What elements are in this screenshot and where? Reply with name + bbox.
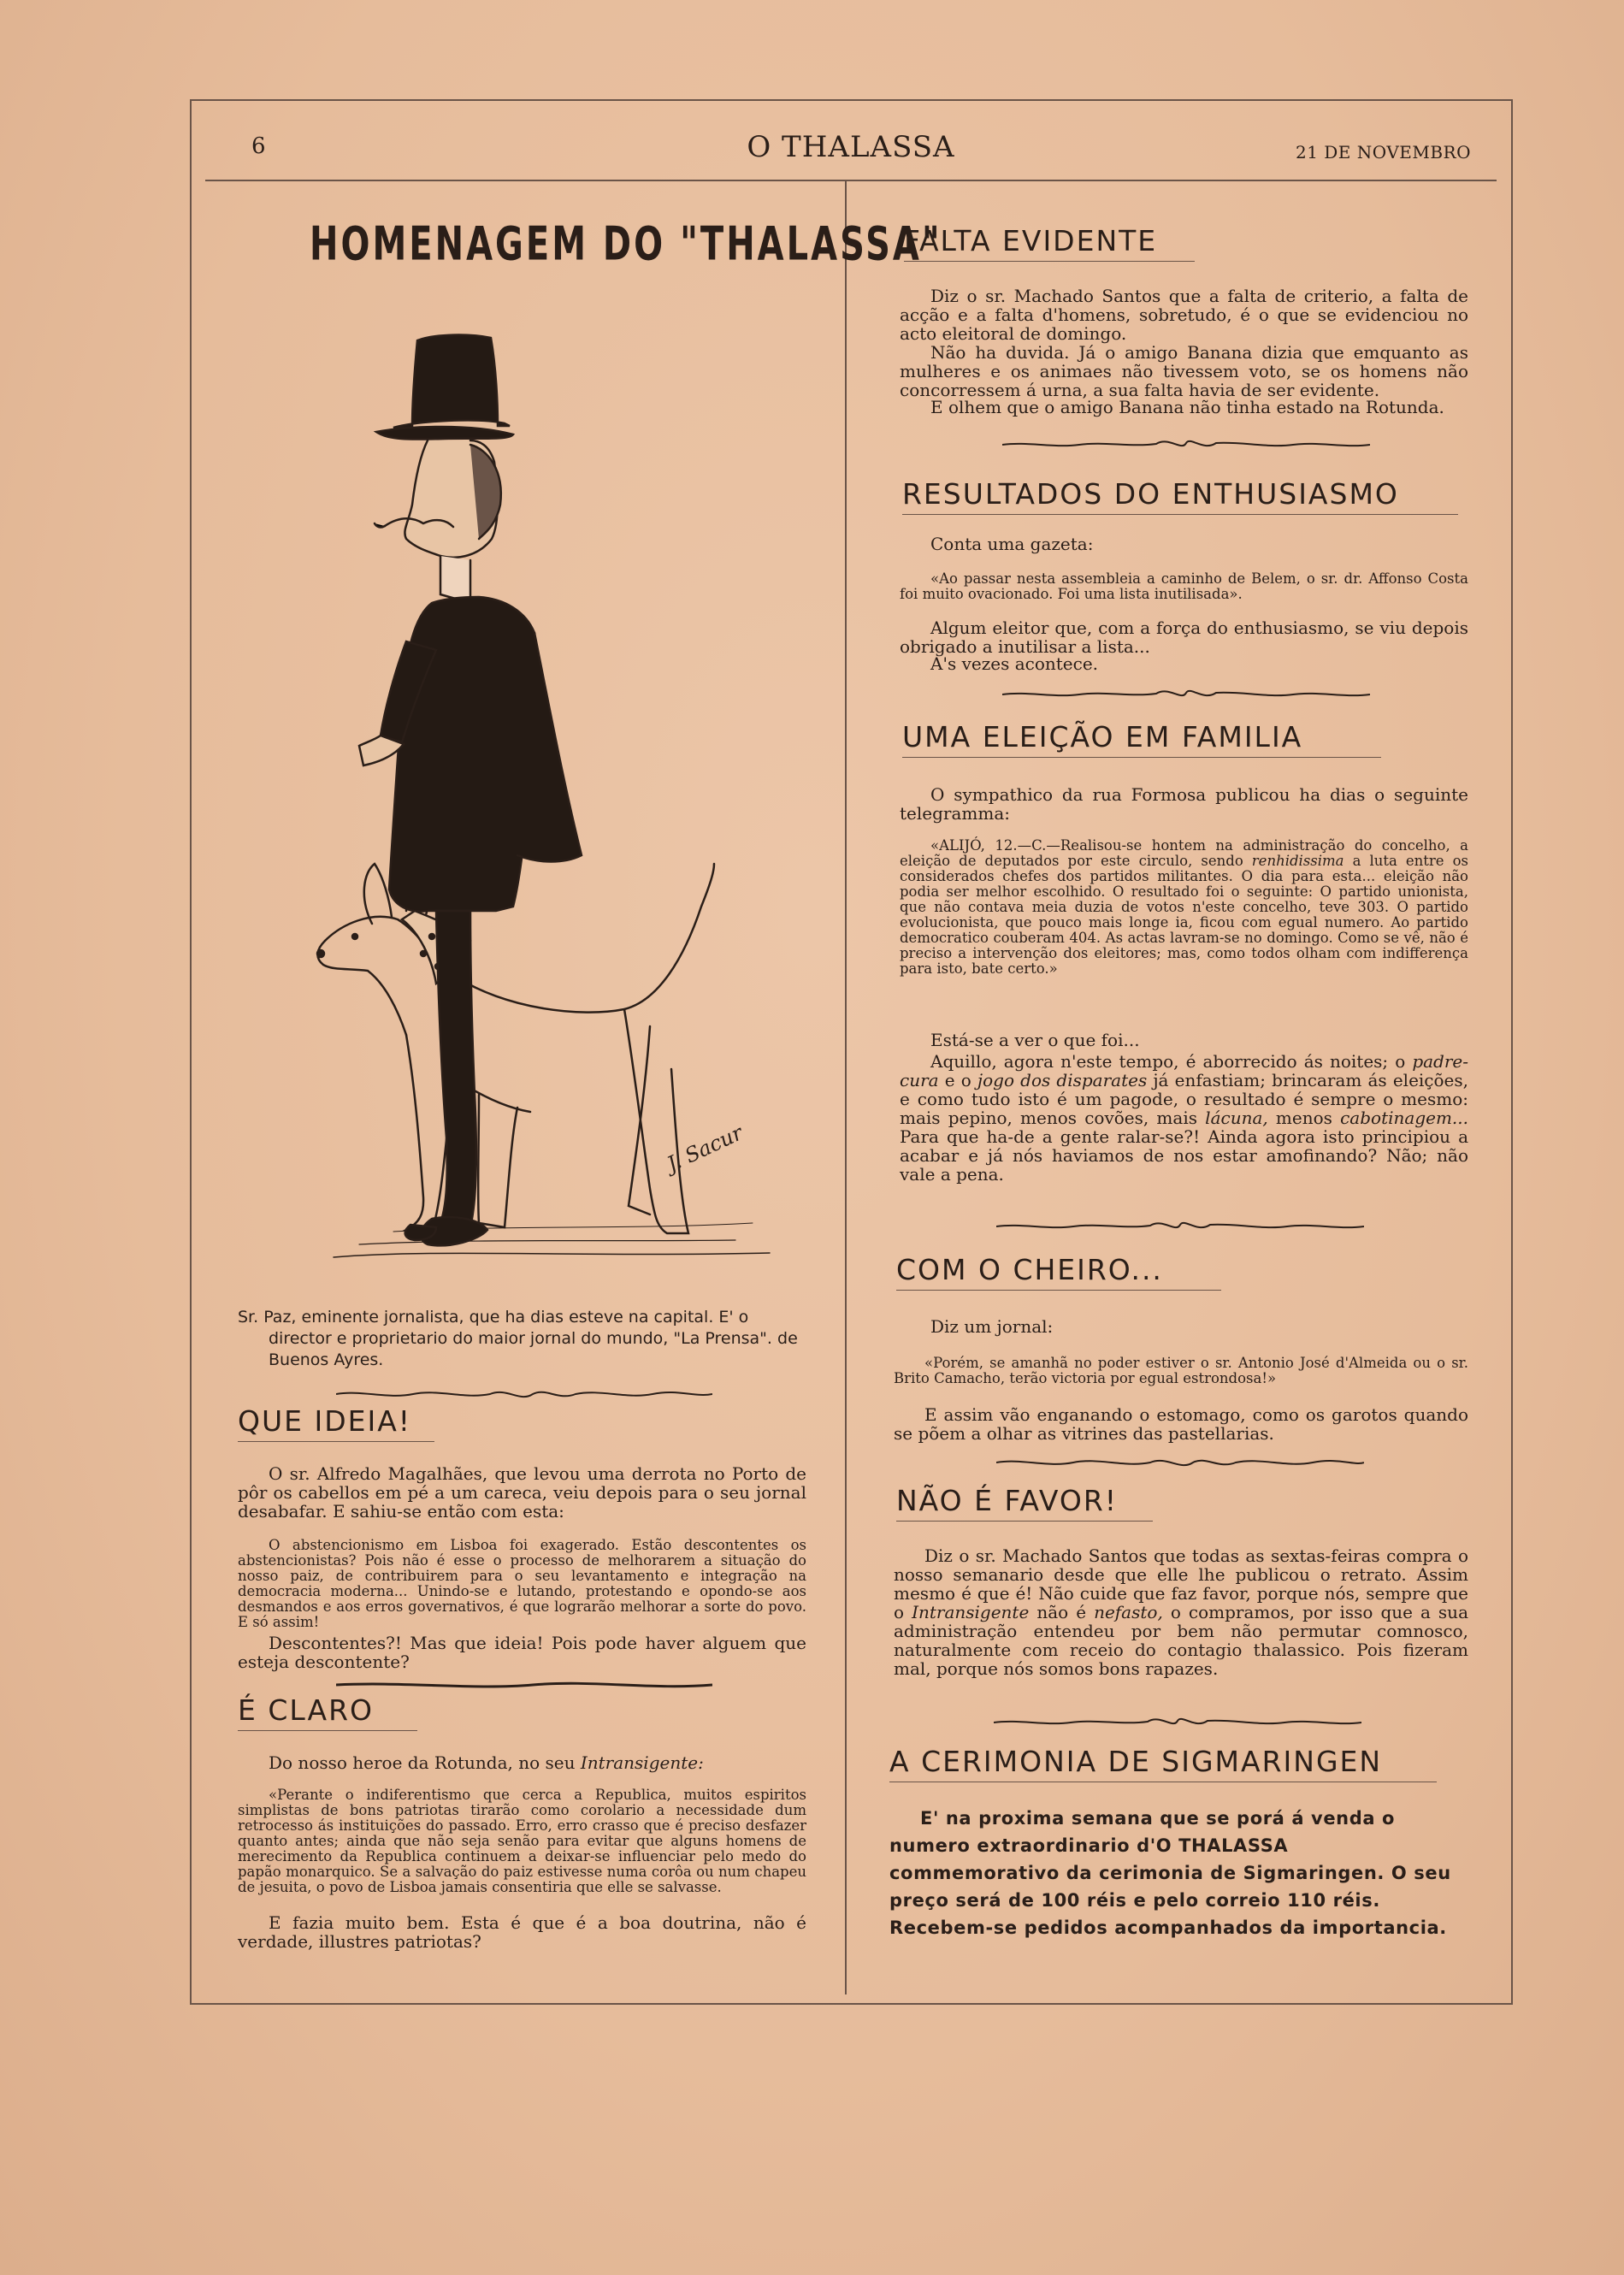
que-ideia-p1-text: O sr. Alfredo Magalhães, que levou uma derrota no Porto de pôr os cabellos em pé a um careca, veiu depois para o seu jornal desabafar. E sahiu-se então com esta: xyxy=(238,1463,806,1522)
homenagem-title: HOMENAGEM DO "THALASSA" xyxy=(310,218,942,272)
e-claro-paragraph-1 xyxy=(238,1753,806,1772)
eleicao-quote-text-c: a luta entre os considerados chefes dos partidos militantes. O dia para esta... eleição não podia ser melhor escolhido. O resultado foi o seguinte: O partido unionista, que não contava meia duzia de votos n'este concelho, teve 303. O partido evolucionista, que pouco mais longe ia, ficou com egual numero. Ao partido democratico couberam 404. As actas lavram-se no domingo. Como se vê, não é preciso a intervenção dos eleitores; mas, como todos olham com indifferença para isto, bate certo.» xyxy=(900,853,1468,977)
resultados-quote xyxy=(900,571,1468,602)
que-ideia-paragraph-1 xyxy=(238,1464,806,1521)
resultados-paragraph-3 xyxy=(900,654,1468,673)
eleicao-p3-text-a: Aquillo, agora n'este tempo, é aborrecido ás noites; o xyxy=(930,1051,1413,1072)
favor-p1-text-c: não é xyxy=(1029,1602,1095,1622)
ornament-divider xyxy=(994,1712,1361,1731)
e-claro-p1-text: Do nosso heroe da Rotunda, no seu xyxy=(269,1752,581,1773)
eleicao-p3-italic-b: padre-cura xyxy=(900,1051,1468,1090)
resultados-paragraph-2 xyxy=(900,618,1468,656)
illustration-signature: J. Sacur xyxy=(663,1120,747,1177)
que-ideia-paragraph-2 xyxy=(238,1634,806,1671)
section-title-eleicao: UMA ELEIÇÃO EM FAMILIA xyxy=(902,720,1381,758)
eleicao-p3-text-g: menos xyxy=(1267,1108,1341,1128)
eleicao-paragraph-3 xyxy=(900,1052,1468,1184)
issue-date: 21 DE NOVEMBRO xyxy=(1295,142,1471,162)
favor-p1-italic-d: nefasto, xyxy=(1094,1602,1163,1622)
eleicao-p1-text: O sympathico da rua Formosa publicou ha dias o seguinte telegramma: xyxy=(900,784,1468,824)
falta-paragraph-2 xyxy=(900,343,1468,399)
resultados-p1-text: Conta uma gazeta: xyxy=(930,534,1094,554)
que-ideia-p2-text: Descontentes?! Mas que ideia! Pois pode haver alguem que esteja descontente? xyxy=(238,1633,806,1672)
e-claro-quote xyxy=(238,1788,806,1895)
falta-paragraph-1 xyxy=(900,287,1468,343)
section-title-cheiro: COM O CHEIRO... xyxy=(896,1253,1221,1291)
cheiro-quote-text: «Porém, se amanhã no poder estiver o sr. Antonio José d'Almeida ou o sr. Brito Camacho, terão victoria por egual estrondosa!» xyxy=(894,1355,1468,1386)
ornament-divider xyxy=(336,1386,712,1404)
eleicao-quote-text-a: «ALIJÓ, 12.—C.—Realisou-se hontem na administração do concelho, a eleição de deputados por este circulo, sendo xyxy=(900,837,1468,869)
cerimonia-announcement xyxy=(889,1805,1464,1941)
eleicao-p2-text: Está-se a ver o que foi... xyxy=(930,1030,1140,1050)
eleicao-p3-text-i: Para que ha-de a gente ralar-se?! Ainda agora isto principiou a acabar e já nós haviamos de nos estar amofinando? Não; não vale a pena. xyxy=(900,1126,1468,1185)
eleicao-p3-italic-f: lácuna, xyxy=(1205,1108,1268,1128)
e-claro-p1-italic: Intransigente: xyxy=(580,1752,704,1773)
resultados-p3-text: A's vezes acontece. xyxy=(930,653,1099,674)
favor-p1-text-e: o compramos, por isso que a sua administração entendeu por bem não permutar comnosco, naturalmente com receio do contagio thalassico. Pois fizeram mal, porque nós somos bons rapazes. xyxy=(894,1602,1468,1679)
e-claro-paragraph-2 xyxy=(238,1913,806,1951)
ornament-divider xyxy=(1002,684,1370,703)
eleicao-p3-text-c: e o xyxy=(938,1070,977,1090)
section-title-falta-evidente: FALTA EVIDENTE xyxy=(904,224,1195,262)
falta-paragraph-3 xyxy=(900,398,1468,417)
que-ideia-quote xyxy=(238,1538,806,1630)
cheiro-p1-text: Diz um jornal: xyxy=(930,1316,1054,1337)
ornament-divider xyxy=(1002,434,1370,453)
ornament-divider xyxy=(996,1216,1364,1235)
eleicao-p3-italic-d: jogo dos disparates xyxy=(977,1070,1148,1090)
cheiro-quote xyxy=(894,1356,1468,1386)
page-header xyxy=(205,128,1497,181)
section-title-cerimonia: A CERIMONIA DE SIGMARINGEN xyxy=(889,1745,1437,1782)
favor-paragraph-1 xyxy=(894,1546,1468,1678)
favor-p1-italic-b: Intransigente xyxy=(912,1602,1030,1622)
illustration-caption: Sr. Paz, eminente jornalista, que ha dias esteve na capital. E' o director e proprietario do maior jornal do mundo, "La Prensa". de Buenos Ayres. xyxy=(238,1308,798,1369)
favor-p1-text-a: Diz o sr. Machado Santos que todas as sextas-feiras compra o nosso semanario desde que elle lhe publicou o retrato. Assim mesmo é que é! Não cuide que faz favor, porque nós, sempre que o xyxy=(894,1545,1468,1622)
eleicao-p3-italic-h: cabotinagem... xyxy=(1340,1108,1468,1128)
e-claro-p2-text: E fazia muito bem. Esta é que é a boa doutrina, não é verdade, illustres patriotas? xyxy=(238,1912,806,1952)
section-title-que-ideia: QUE IDEIA! xyxy=(238,1404,434,1442)
que-ideia-quote-text: O abstencionismo em Lisboa foi exagerado. Estão descontentes os abstencionistas? Pois não é esse o processo de melhorarem a situação do nosso paiz, de contribuirem para o seu levantamento e integração na democracia moderna... Unindo-se e lutando, protestando e opondo-se aos desmandos e aos erros governativos, é que lograrão melhorar a sorte do povo. E só assim! xyxy=(238,1537,806,1630)
eleicao-paragraph-2 xyxy=(900,1031,1468,1049)
resultados-p2-text: Algum eleitor que, com a força do enthusiasmo, se viu depois obrigado a inutilisar a lista... xyxy=(900,618,1468,657)
caricature-illustration xyxy=(222,274,838,1300)
e-claro-quote-text: «Perante o indiferentismo que cerca a Republica, muitos espiritos simplistas de bons patriotas tirarão como corolario a necessidade dum retrocesso ás instituições do passado. Erro, erro crasso que é preciso desfazer quanto antes; ainda que não seja senão para evitar que alguns homens de merecimento da Republica continuem a deixar-se influenciar pelo medo do papão monarquico. Se a salvação do paiz estivesse numa corôa ou num chapeu de jesuita, o povo de Lisboa jamais consentiria que elle se salvasse. xyxy=(238,1787,806,1895)
resultados-paragraph-1 xyxy=(900,535,1468,553)
eleicao-paragraph-1 xyxy=(900,785,1468,823)
falta-p1-text: Diz o sr. Machado Santos que a falta de criterio, a falta de acção e a falta d'homens, sobretudo, é o que se evidenciou no acto eleitoral de domingo. xyxy=(900,286,1468,344)
section-title-e-claro: É CLARO xyxy=(238,1693,417,1731)
page-number: 6 xyxy=(251,133,266,159)
falta-p3-text: E olhem que o amigo Banana não tinha estado na Rotunda. xyxy=(930,397,1444,417)
section-title-resultados: RESULTADOS DO ENTHUSIASMO xyxy=(902,477,1458,515)
cerimonia-p1-text: E' na proxima semana que se porá á venda o numero extraordinario d'O THALASSA commemorativo da cerimonia de Sigmaringen. O seu preço será de 100 réis e pelo correio 110 réis. Recebem-se pedidos acompanhados da importancia. xyxy=(889,1808,1451,1938)
eleicao-p3-text-e: já enfastiam; brincaram ás eleições, e como tudo isto é um pagode, o resultado é sempre o mesmo: mais pepino, menos covões, mais xyxy=(900,1070,1468,1128)
section-title-nao-e-favor: NÃO É FAVOR! xyxy=(896,1484,1153,1522)
cheiro-paragraph-1 xyxy=(900,1317,1468,1336)
column-divider xyxy=(845,181,847,1994)
newspaper-title: O THALASSA xyxy=(747,130,955,164)
cheiro-paragraph-2 xyxy=(894,1405,1468,1443)
ornament-divider xyxy=(996,1454,1364,1473)
resultados-quote-text: «Ao passar nesta assembleia a caminho de Belem, o sr. dr. Affonso Costa foi muito ovacionado. Foi uma lista inutilisada». xyxy=(900,570,1468,602)
eleicao-quote-italic: renhidissima xyxy=(1251,853,1344,869)
falta-p2-text: Não ha duvida. Já o amigo Banana dizia que emquanto as mulheres e os animaes não tivessem voto, se os homens não concorressem á urna, a sua falta havia de ser evidente. xyxy=(900,342,1468,400)
cheiro-p2-text: E assim vão enganando o estomago, como os garotos quando se põem a olhar as vitrines das pastellarias. xyxy=(894,1404,1468,1444)
eleicao-quote xyxy=(900,838,1468,977)
